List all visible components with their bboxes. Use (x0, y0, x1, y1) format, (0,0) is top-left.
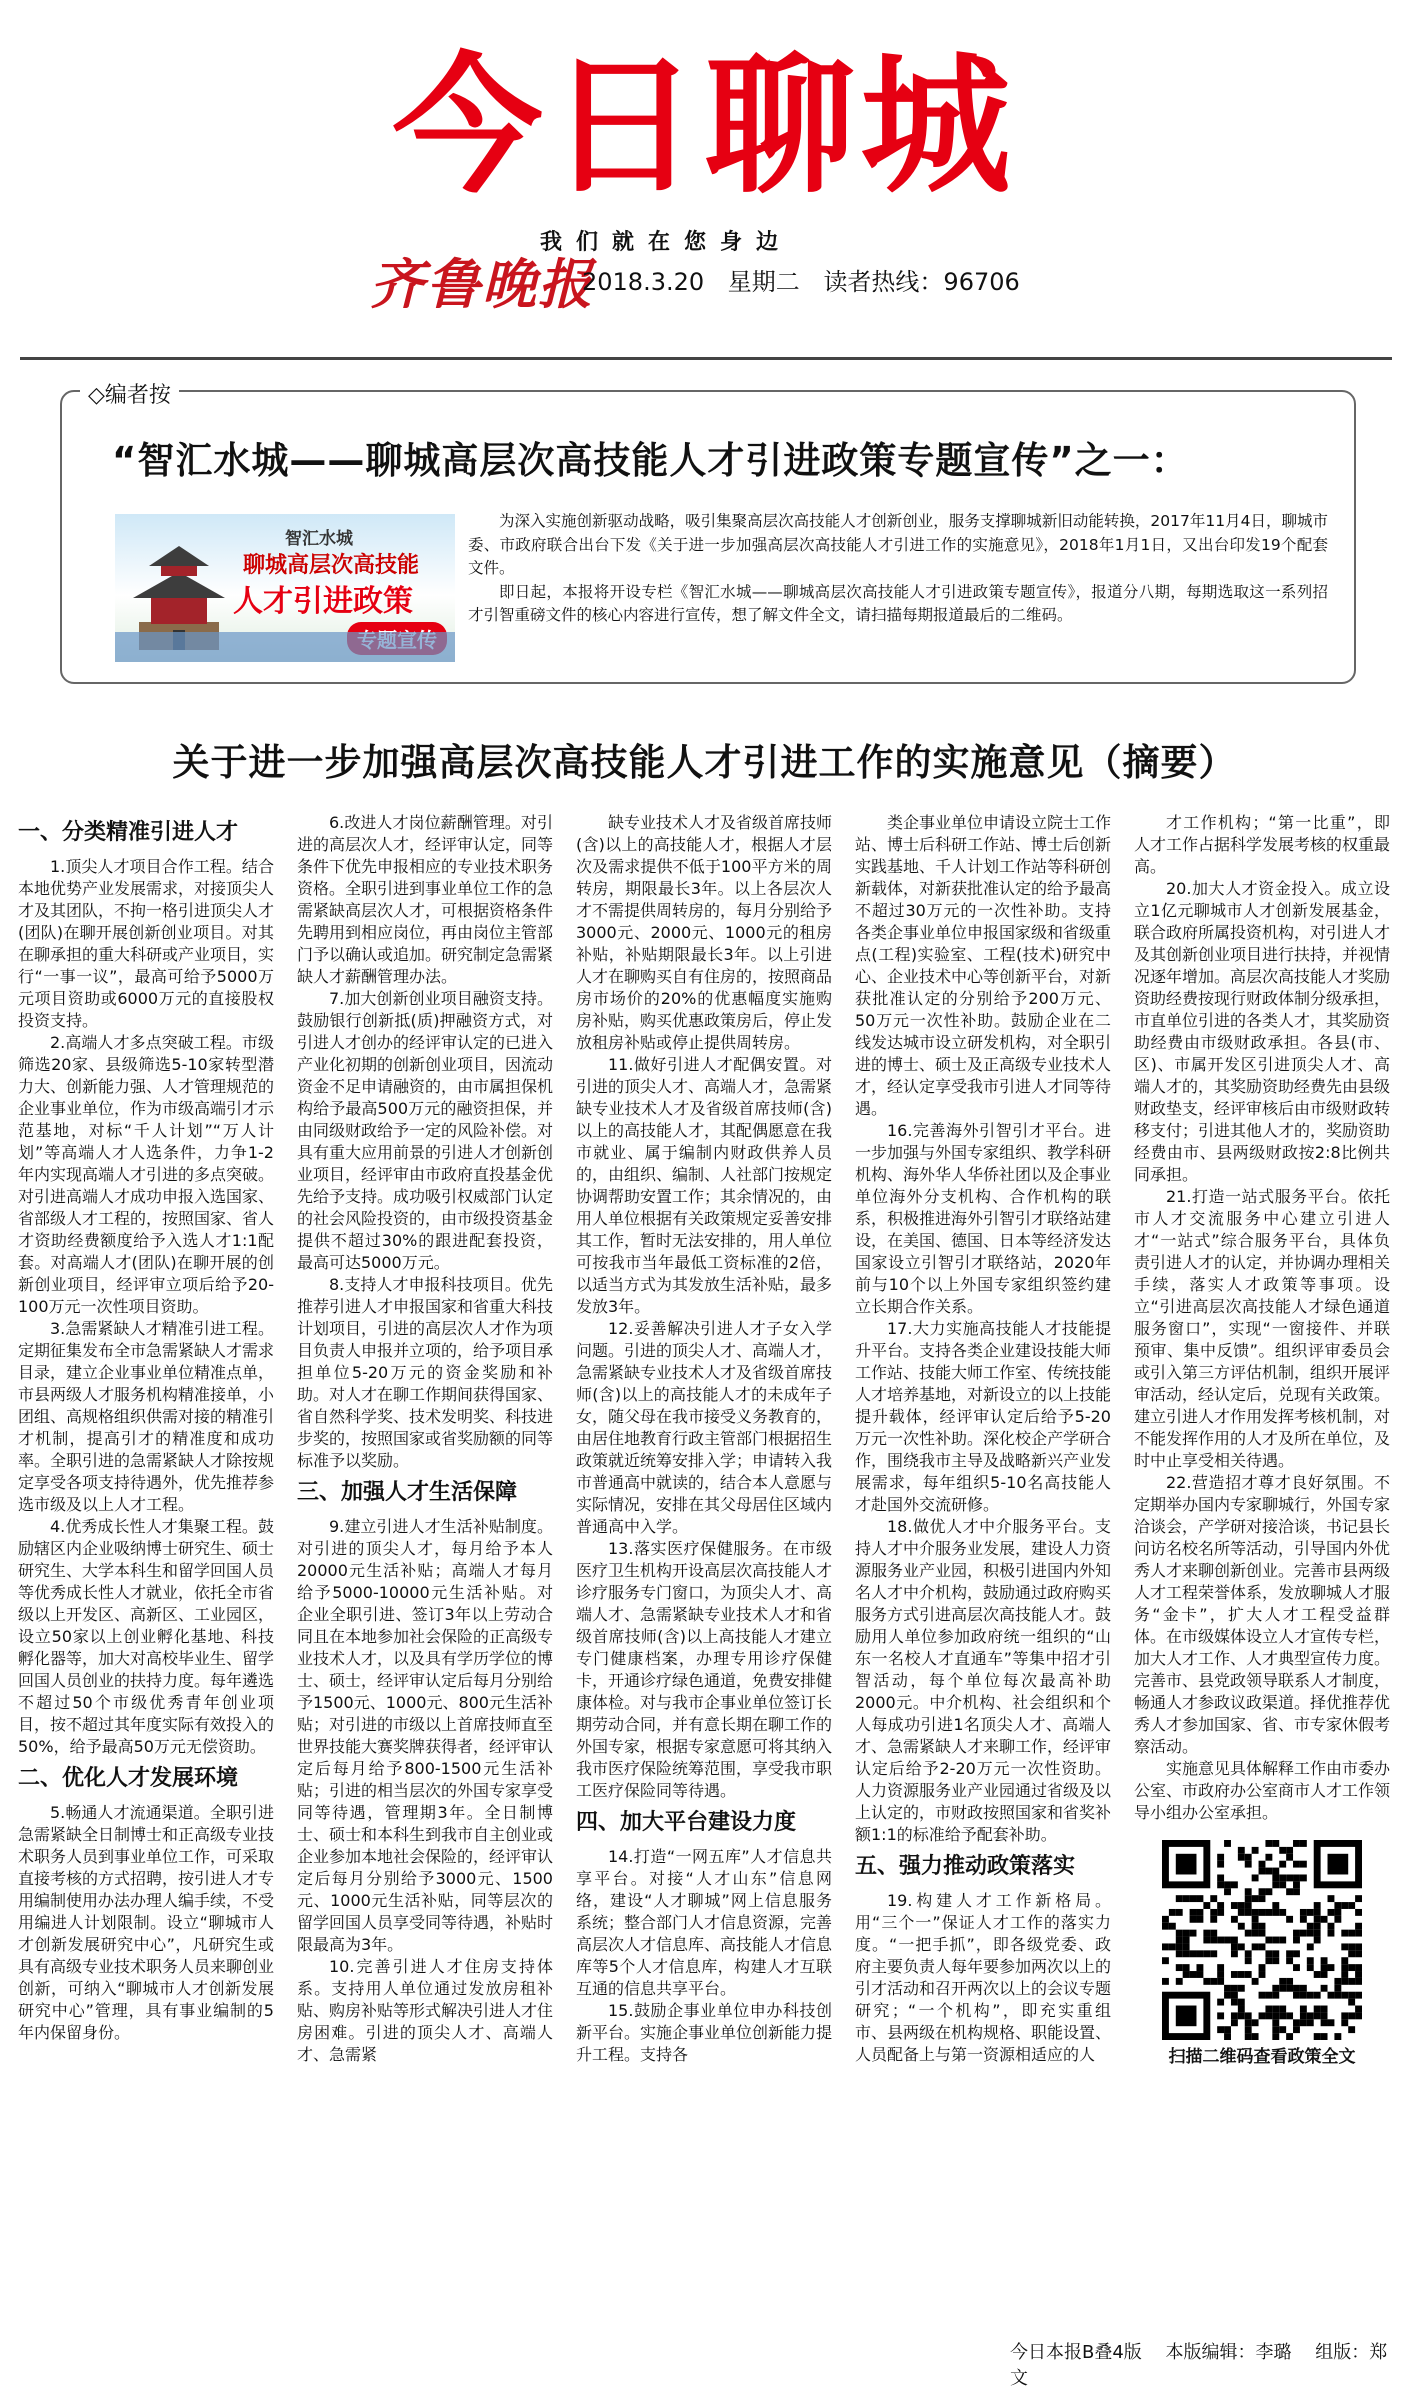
footer-page: 今日本报B叠4版 (1010, 2342, 1142, 2363)
article-paragraph: 12.妥善解决引进人才子女入学问题。引进的顶尖人才、高端人才，急需紧缺专业技术人才及省级首席技师(含)以上的高技能人才的未成年子女，随父母在我市接受义务教育的，由居住地教育行政主管部门根据招生政策就近统筹安排入学；申请转入我市普通高中就读的，结合本人意愿与实际情况，安排在其父母居住区域内普通高中入学。 (576, 1319, 832, 1536)
section-heading: 一、分类精准引进人才 (18, 820, 239, 845)
article-paragraph: 6.改进人才岗位薪酬管理。对引进的高层次人才，经评审认定，同等条件下优先申报相应的专业技术职务资格。全职引进到事业单位工作的急需紧缺高层次人才，可根据资格条件先聘用到相应岗位，再由岗位主管部门予以确认或追加。研究制定急需紧缺人才薪酬管理办法。 (297, 813, 553, 986)
article-paragraph: 10.完善引进人才住房支持体系。支持用人单位通过发放房租补贴、购房补贴等形式解决引进人才住房困难。引进的顶尖人才、高端人才、急需紧 (297, 1957, 553, 2064)
editor-note-paragraph: 即日起，本报将开设专栏《智汇水城——聊城高层次高技能人才引进政策专题宣传》，报道分八期，每期选取这一系列招才引智重磅文件的核心内容进行宣传，想了解文件全文，请扫描每期报道最后的二维码。 (468, 582, 1328, 624)
footer-layout: 组版：郑文 (1010, 2342, 1388, 2389)
section-heading: 三、加强人才生活保障 (297, 1480, 518, 1505)
article-column (1134, 812, 1390, 2317)
banner-cityscape (115, 632, 455, 662)
footer-editor: 本版编辑：李璐 (1165, 2342, 1292, 2363)
section-heading: 五、强力推动政策落实 (855, 1854, 1076, 1879)
article-paragraph: 20.加大人才资金投入。成立设立1亿元聊城市人才创新发展基金，联合政府所属投资机构，对引进人才及其创新创业项目进行扶持，并视情况逐年增加。高层次高技能人才奖励资助经费按现行财政体制分级承担，市直单位引进的各类人才，其奖励资助经费由市级财政承担。各县(市、区)、市属开发区引进顶尖人才、高端人才的，其奖励资助经费先由县级财政垫支，经评审核后由市级财政转移支付；引进其他人才的，奖励资助经费由市、县两级财政按2:8比例共同承担。 (1134, 879, 1390, 1184)
article-column (18, 812, 274, 2317)
editor-note-tag: ◇编者按 (80, 378, 179, 409)
feature-banner-image (115, 514, 455, 662)
article-paragraph: 3.急需紧缺人才精准引进工程。定期征集发布全市急需紧缺人才需求目录，建立企业事业单位精准点单，市县两级人才服务机构精准接单，小团组、高规格组织供需对接的精准引才机制，提高引才的精准度和成功率。全职引进的急需紧缺人才除按规定享受各项支持待遇外，优先推荐参选市级及以上人才工程。 (18, 1319, 274, 1514)
article-paragraph: 2.高端人才多点突破工程。市级筛选20家、县级筛选5-10家转型潜力大、创新能力强、人才管理规范的企业事业单位，作为市级高端引才示范基地，对标“千人计划”“万人计划”等高端人才人选条件，力争1-2年内实现高端人才引进的多点突破。对引进高端人才成功申报入选国家、省部级人才工程的，按照国家、省人才资助经费额度给予入选人才1:1配套。对高端人才(团队)在聊开展的创新创业项目，经评审立项后给予20-100万元一次性项目资助。 (18, 1033, 274, 1316)
article-paragraph: 21.打造一站式服务平台。依托市人才交流服务中心建立引进人才“一站式”综合服务平台，具体负责引进人才的认定，并协调办理相关手续，落实人才政策等事项。设立“引进高层次高技能人才绿色通道服务窗口”，实现“一窗接件、并联预审、集中反馈”。组织评审委员会或引入第三方评估机制，组织开展评审活动，经认定后，兑现有关政策。建立引进人才作用发挥考核机制，对不能发挥作用的人才及所在单位，及时中止享受相关待遇。 (1134, 1187, 1390, 1470)
issue-weekday: 星期二 (727, 268, 800, 296)
article-column (576, 812, 832, 2317)
article-paragraph: 13.落实医疗保健服务。在市级医疗卫生机构开设高层次高技能人才诊疗服务专门窗口，为顶尖人才、高端人才、急需紧缺专业技术人才和省级首席技师(含)以上高技能人才建立专门健康档案，办理专用诊疗保健卡，开通诊疗绿色通道，免费安排健康体检。对与我市企事业单位签订长期劳动合同，并有意长期在聊工作的外国专家，根据专家意愿可将其纳入我市医疗保险统筹范围，享受我市职工医疗保险同等待遇。 (576, 1539, 832, 1800)
article-column (855, 812, 1111, 2317)
article-paragraph: 8.支持人才申报科技项目。优先推荐引进人才申报国家和省重大科技计划项目，引进的高层次人才作为项目负责人申报并立项的，给予项目承担单位5-20万元的资金奖励和补助。对人才在聊工作期间获得国家、省自然科学奖、技术发明奖、科技进步奖的，按照国家或省奖励额的同等标准予以奖励。 (297, 1275, 553, 1470)
article-paragraph: 4.优秀成长性人才集聚工程。鼓励辖区内企业吸纳博士研究生、硕士研究生、大学本科生和留学回国人员等优秀成长性人才就业，依托全市省级以上开发区、高新区、工业园区，设立50家以上创业孵化基地、科技孵化器等，加大对高校毕业生、留学回国人员创业的扶持力度。每年遴选不超过50个市级优秀青年创业项目，按不超过其年度实际有效投入的50%，给予最高50万元无偿资助。 (18, 1517, 274, 1756)
editor-note-text (468, 510, 1328, 628)
masthead-divider (20, 357, 1392, 360)
article-paragraph: 18.做优人才中介服务平台。支持人才中介服务业发展，建设人力资源服务业产业园，积极引进国内外知名人才中介机构，鼓励通过政府购买服务方式引进高层次高技能人才。鼓励用人单位参加政府统一组织的“山东一名校人才直通车”等集中招才引智活动，每个单位每次最高补助2000元。中介机构、社会组织和个人每成功引进1名顶尖人才、高端人才、急需紧缺人才来聊工作，经评审认定后给予2-20万元一次性资助。人力资源服务业产业园通过省级及以上认定的，市财政按照国家和省奖补额1:1的标准给予配套补助。 (855, 1517, 1111, 1844)
article-paragraph: 才工作机构；“第一比重”，即人才工作占据科学发展考核的权重最高。 (1134, 813, 1390, 876)
article-body (18, 812, 1390, 2317)
article-paragraph: 7.加大创新创业项目融资支持。鼓励银行创新抵(质)押融资方式，对引进人才创办的经评审认定的已进入产业化初期的创新创业项目，因流动资金不足申请融资的，由市属担保机构给予最高500万元的融资担保，并由同级财政给予一定的风险补偿。对具有重大应用前景的引进人才创新创业项目，经评审由市政府直投基金优先给予支持。成功吸引权威部门认定的社会风险投资的，由市级投资基金提供不超过30%的跟进配套投资，最高可达5000万元。 (297, 989, 553, 1272)
feature-title: “智汇水城——聊城高层次高技能人才引进政策专题宣传”之一： (112, 439, 1189, 482)
article-paragraph: 类企事业单位申请设立院士工作站、博士后科研工作站、博士后创新实践基地、千人计划工作站等科研创新载体，对新获批准认定的给予最高不超过30万元的一次性补助。支持各类企事业单位申报国家级和省级重点(工程)实验室、工程(技术)研究中心、企业技术中心等创新平台，对新获批准认定的分别给予200万元、50万元一次性补助。鼓励企业在二线发达城市设立研发机构，对全职引进的博士、硕士及正高级专业技术人才，经认定享受我市引进人才同等待遇。 (855, 813, 1111, 1118)
banner-line-3: 人才引进政策 (233, 584, 413, 619)
masthead-slogan: 我们就在您身边 (540, 230, 793, 255)
article-paragraph: 16.完善海外引智引才平台。进一步加强与外国专家组织、教学科研机构、海外华人华侨社团以及企事业单位海外分支机构、合作机构的联系，积极推进海外引智引才联络站建设，在美国、德国、日本等经济发达国家设立引智引才联络站，2020年前与10个以上外国专家组织签约建立长期合作关系。 (855, 1121, 1111, 1316)
issue-date: 2018.3.20 (582, 268, 705, 296)
article-paragraph: 15.鼓励企事业单位申办科技创新平台。实施企事业单位创新能力提升工程。支持各 (576, 2001, 832, 2064)
dateline (582, 262, 1036, 297)
article-paragraph: 1.顶尖人才项目合作工程。结合本地优势产业发展需求，对接顶尖人才及其团队，不拘一格引进顶尖人才(团队)在聊开展创新创业项目。对其在聊承担的重大科研或产业项目，实行“一事一议”，最高可给予5000万元项目资助或6000万元的直接股权投资支持。 (18, 857, 274, 1030)
article-column (297, 812, 553, 2317)
banner-line-1: 智汇水城 (285, 529, 353, 549)
reader-hotline: 读者热线：96706 (823, 268, 1020, 296)
article-paragraph: 缺专业技术人才及省级首席技师(含)以上的高技能人才，根据人才层次及需求提供不低于100平方米的周转房，期限最长3年。以上各层次人才不需提供周转房的，每月分别给予3000元、2000元、1000元的租房补贴，补贴期限最长3年。以上引进人才在聊购买自有住房的，按照商品房市场价的20%的优惠幅度实施购房补贴，购买优惠政策房后，停止发放租房补贴或停止提供周转房。 (576, 813, 832, 1052)
article-paragraph: 22.营造招才尊才良好氛围。不定期举办国内专家聊城行，外国专家洽谈会，产学研对接洽谈，书记县长问访名校名所等活动，引导国内外优秀人才来聊创新创业。完善市县两级人才工程荣誉体系，发放聊城人才服务“金卡”，扩大人才工程受益群体。在市级媒体设立人才宣传专栏，加大人才工作、人才典型宣传力度。完善市、县党政领导联系人才制度，畅通人才参政议政渠道。择优推荐优秀人才参加国家、省、市专家休假考察活动。 (1134, 1473, 1390, 1756)
article-paragraph: 9.建立引进人才生活补贴制度。对引进的顶尖人才，每月给予本人20000元生活补贴；高端人才每月给予5000-10000元生活补贴。对企业全职引进、签订3年以上劳动合同且在本地参加社会保险的正高级专业技术人才，以及具有学历学位的博士、硕士，经评审认定后每月分别给予1500元、1000元、800元生活补贴；对引进的市级以上首席技师直至世界技能大赛奖牌获得者，经评审认定后每月给予800-1500元生活补贴；引进的相当层次的外国专家享受同等待遇，管理期3年。全日制博士、硕士和本科生到我市自主创业或企业参加本地社会保险的，经评审认定后每月分别给予3000元、1500元、1000元生活补贴，同等层次的留学回国人员享受同等待遇，补贴时限最高为3年。 (297, 1517, 553, 1954)
section-heading: 四、加大平台建设力度 (576, 1810, 797, 1835)
article-paragraph: 11.做好引进人才配偶安置。对引进的顶尖人才、高端人才，急需紧缺专业技术人才及省级首席技师(含)以上的高技能人才，其配偶愿意在我市就业、属于编制内财政供养人员的，由组织、编制、人社部门按规定协调帮助安置工作；其余情况的，由用人单位根据有关政策规定妥善安排其工作，暂时无法安排的，用人单位可按我市当年最低工资标准的2倍，以适当方式为其发放生活补贴，最多发放3年。 (576, 1055, 832, 1316)
qr-code-icon[interactable] (1162, 1840, 1362, 2040)
banner-line-2: 聊城高层次高技能 (243, 553, 420, 578)
editor-note-paragraph: 为深入实施创新驱动战略，吸引集聚高层次高技能人才创新创业，服务支撑聊城新旧动能转换，2017年11月4日，聊城市委、市政府联合出台下发《关于进一步加强高层次高技能人才引进工作的实施意见》，2018年1月1日，又出台印发19个配套文件。 (468, 512, 1328, 577)
article-paragraph: 实施意见具体解释工作由市委办公室、市政府办公室商市人才工作领导小组办公室承担。 (1134, 1759, 1390, 1822)
masthead-title: 今日聊城 (392, 40, 1017, 214)
qr-caption: 扫描二维码查看政策全文 (1168, 2047, 1356, 2067)
article-paragraph: 14.打造“一网五库”人才信息共享平台。对接“人才山东”信息网络，建设“人才聊城”网上信息服务系统；整合部门人才信息资源，完善高层次人才信息库、高技能人才信息库等5个人才信息库，构建人才互联互通的信息共享平台。 (576, 1847, 832, 1998)
section-heading: 二、优化人才发展环境 (18, 1766, 239, 1791)
article-paragraph: 19.构建人才工作新格局。用“三个一”保证人才工作的落实力度。“一把手抓”，即各级党委、政府主要负责人每年要参加两次以上的引才活动和召开两次以上的会议专题研究；“一个机构”，即充实重组市、县两级在机构规格、职能设置、人员配备上与第一资源相适应的人 (855, 1891, 1111, 2064)
newspaper-logo: 齐鲁晚报 (370, 252, 594, 316)
page-footer (1010, 2338, 1409, 2390)
article-paragraph: 5.畅通人才流通渠道。全职引进急需紧缺全日制博士和正高级专业技术职务人员到事业单位工作，可采取直接考核的方式招聘，按引进人才专用编制使用办法办理人编手续，不受用编进人计划限制。设立“聊城市人才创新发展研究中心”，凡研究生或具有高级专业技术职务人员来聊创业创新，可纳入“聊城市人才创新发展研究中心”管理，具有事业编制的5年内保留身份。 (18, 1803, 274, 2042)
article-title: 关于进一步加强高层次高技能人才引进工作的实施意见（摘要） (172, 741, 1237, 784)
article-paragraph: 17.大力实施高技能人才技能提升平台。支持各类企业建设技能大师工作站、技能大师工作室、传统技能人才培养基地，对新设立的以上技能提升载体，经评审认定后给予5-20万元一次性补助。深化校企产学研合作，围绕我市主导及战略新兴产业发展需求，每年组织5-10名高技能人才赴国外交流研修。 (855, 1319, 1111, 1514)
